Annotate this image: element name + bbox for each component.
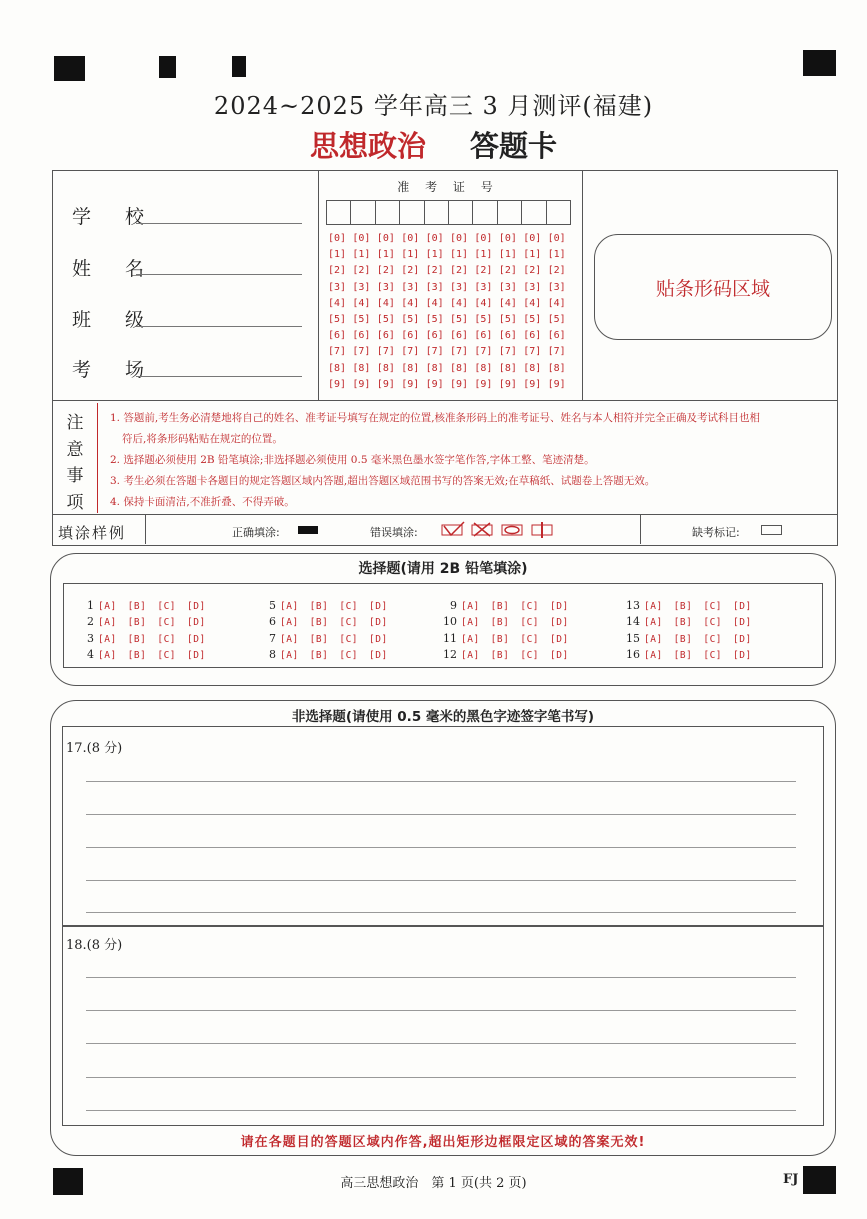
answer-bubble[interactable]: [D] — [733, 617, 752, 629]
correct-fill-label: 正确填涂: — [232, 526, 280, 539]
mc-question-row — [443, 643, 580, 662]
room-label: 考 场 — [72, 359, 159, 381]
exam-id-bubble[interactable]: [4] — [474, 297, 493, 309]
answer-bubble[interactable]: [A] — [461, 633, 480, 645]
exam-id-bubble[interactable]: [2] — [547, 265, 566, 277]
exam-id-bubble[interactable]: [9] — [523, 378, 542, 390]
exam-id-bubble[interactable]: [5] — [498, 314, 517, 326]
answer-bubble[interactable]: [C] — [703, 601, 723, 612]
question-number: 11 — [443, 631, 457, 645]
question-number: 9 — [450, 599, 457, 612]
exam-id-bubble[interactable]: [3] — [401, 281, 420, 293]
notice-item-2: 2. 选择题必须使用 2B 铅笔填涂;非选择题必须使用 0.5 毫米黑色墨水签字笔作答,字体工整、笔迹清楚。 — [110, 454, 595, 466]
question-number: 16 — [626, 647, 640, 661]
school-label: 学 校 — [72, 206, 159, 228]
exam-id-bubble[interactable]: [6] — [425, 330, 444, 342]
name-field[interactable] — [136, 273, 302, 275]
class-label: 班 级 — [72, 309, 159, 331]
exam-id-bubble[interactable]: [8] — [376, 362, 395, 374]
notice-char: 注 — [66, 413, 84, 433]
exam-id-bubble[interactable]: [5] — [328, 314, 347, 326]
exam-id-bubble[interactable]: [4] — [352, 297, 371, 309]
answer-bubble[interactable]: [A] — [644, 601, 663, 612]
answer-line — [86, 1043, 796, 1044]
answer-bubble[interactable]: [D] — [369, 617, 388, 629]
exam-id-digit-column — [474, 231, 492, 393]
question-number: 14 — [626, 615, 640, 629]
answer-bubble[interactable]: [C] — [339, 649, 359, 661]
q17-label: 17.(8 分) — [66, 741, 123, 756]
exam-id-bubble[interactable]: [7] — [328, 346, 347, 358]
card-name: 答题卡 — [470, 129, 558, 163]
answer-bubble[interactable]: [A] — [98, 617, 117, 629]
exam-id-bubble[interactable]: [9] — [498, 378, 517, 390]
mc-question-row — [262, 643, 399, 662]
exam-id-bubble[interactable]: [1] — [498, 249, 517, 261]
exam-id-bubble[interactable]: [7] — [450, 346, 469, 358]
answer-bubble[interactable]: [D] — [187, 649, 206, 661]
alignment-mark — [803, 50, 836, 76]
exam-id-bubble[interactable]: [3] — [474, 281, 493, 293]
notice-heading — [60, 410, 90, 516]
answer-bubble[interactable]: [C] — [339, 633, 359, 645]
exam-id-bubble[interactable]: [9] — [328, 378, 347, 390]
notice-char: 意 — [66, 439, 84, 460]
answer-bubble[interactable]: [C] — [157, 601, 177, 612]
wrong-fill-label: 错误填涂: — [370, 526, 418, 539]
answer-bubble[interactable]: [B] — [127, 601, 147, 612]
exam-id-bubble[interactable]: [9] — [474, 378, 493, 390]
exam-id-bubble[interactable]: [3] — [547, 281, 566, 293]
exam-id-bubble[interactable]: [0] — [523, 233, 542, 244]
exam-id-bubble[interactable]: [6] — [547, 330, 566, 342]
answer-box-18[interactable] — [62, 925, 824, 1126]
fill-sample-label: 填涂样例 — [58, 524, 127, 542]
answer-bubble[interactable]: [B] — [127, 633, 147, 645]
answer-bubble[interactable]: [B] — [490, 633, 510, 645]
question-number: 12 — [443, 647, 457, 661]
question-number: 2 — [87, 615, 94, 629]
answer-bubble[interactable]: [D] — [733, 633, 752, 645]
mc-question-row — [80, 643, 217, 662]
exam-id-bubble[interactable]: [2] — [328, 265, 347, 277]
exam-id-bubble[interactable]: [8] — [401, 362, 420, 374]
exam-id-digit-box[interactable] — [448, 200, 473, 225]
exam-id-bubble[interactable]: [8] — [474, 362, 493, 374]
exam-id-digit-box[interactable] — [424, 200, 449, 225]
exam-id-bubble[interactable]: [3] — [425, 281, 444, 293]
answer-bubble[interactable]: [B] — [673, 649, 693, 661]
exam-id-bubble[interactable]: [3] — [376, 281, 395, 293]
exam-id-bubble[interactable]: [6] — [328, 330, 347, 342]
exam-id-bubble[interactable]: [7] — [376, 346, 395, 358]
exam-id-bubble[interactable]: [3] — [450, 281, 469, 293]
question-number: 4 — [87, 647, 94, 661]
notice-item-3: 3. 考生必须在答题卡各题目的规定答题区域内答题,超出答题区域范围书写的答案无效;在草稿纸、试题卷上答题无效。 — [110, 475, 656, 487]
exam-id-bubble[interactable]: [1] — [474, 249, 493, 261]
absent-mark-box[interactable] — [761, 525, 782, 535]
exam-id-bubble[interactable]: [8] — [523, 362, 542, 374]
question-number: 15 — [626, 631, 640, 645]
answer-bubble[interactable]: [C] — [339, 617, 359, 629]
exam-id-bubble[interactable]: [0] — [352, 233, 371, 244]
answer-line — [86, 912, 796, 913]
question-number: 7 — [269, 631, 276, 645]
notice-char: 事 — [66, 466, 84, 486]
exam-id-digit-column — [401, 231, 419, 393]
notice-item-1-cont: 符后,将条形码粘贴在规定的位置。 — [122, 433, 283, 445]
mc-title: 选择题(请用 2B 铅笔填涂) — [358, 561, 528, 577]
exam-id-bubble[interactable]: [0] — [401, 233, 420, 244]
exam-id-bubble[interactable]: [0] — [498, 233, 517, 244]
answer-bubble[interactable]: [C] — [520, 617, 540, 629]
exam-id-digit-box[interactable] — [546, 200, 571, 225]
answer-bubble[interactable]: [B] — [309, 649, 329, 661]
exam-id-bubble[interactable]: [6] — [523, 330, 542, 342]
answer-area-warning: 请在各题目的答题区域内作答,超出矩形边框限定区域的答案无效! — [240, 1135, 646, 1150]
exam-id-bubble[interactable]: [9] — [547, 378, 566, 390]
exam-id-bubble[interactable]: [5] — [523, 314, 542, 326]
barcode-label: 贴条形码区域 — [655, 277, 770, 300]
exam-id-bubble[interactable]: [7] — [523, 346, 542, 358]
room-field[interactable] — [136, 375, 302, 377]
exam-id-bubble[interactable]: [9] — [376, 378, 395, 390]
exam-id-bubble[interactable]: [1] — [547, 249, 566, 261]
answer-line — [86, 1010, 796, 1011]
alignment-mark — [54, 56, 85, 81]
exam-id-bubble[interactable]: [4] — [401, 297, 420, 309]
answer-bubble[interactable]: [D] — [369, 649, 388, 661]
exam-id-bubble[interactable]: [7] — [425, 346, 444, 358]
page-footer: 高三思想政治 第 1 页(共 2 页) — [340, 1176, 527, 1191]
info-panel — [52, 170, 838, 546]
exam-id-bubble[interactable]: [1] — [450, 249, 469, 261]
exam-id-bubble[interactable]: [7] — [474, 346, 493, 358]
answer-bubble[interactable]: [B] — [490, 617, 510, 629]
school-field[interactable] — [136, 222, 302, 224]
exam-id-digit-column — [548, 231, 566, 393]
answer-bubble[interactable]: [A] — [98, 633, 117, 645]
answer-bubble[interactable]: [D] — [187, 601, 206, 612]
wrong-fill-examples — [440, 520, 560, 540]
exam-id-bubble[interactable]: [9] — [425, 378, 444, 390]
answer-line — [86, 814, 796, 815]
exam-id-bubble[interactable]: [5] — [425, 314, 444, 326]
mc-question-row — [626, 643, 763, 662]
answer-line — [86, 781, 796, 782]
question-number: 5 — [269, 599, 276, 612]
exam-id-bubble[interactable]: [4] — [425, 297, 444, 309]
exam-id-bubble[interactable]: [7] — [401, 346, 420, 358]
answer-bubble[interactable]: [D] — [733, 601, 752, 612]
exam-id-bubble[interactable]: [2] — [450, 265, 469, 277]
card-title — [0, 124, 867, 165]
exam-id-bubble[interactable]: [6] — [498, 330, 517, 342]
exam-id-bubble[interactable]: [8] — [498, 362, 517, 374]
exam-id-bubble[interactable]: [8] — [547, 362, 566, 374]
answer-line — [86, 847, 796, 848]
exam-id-bubble[interactable]: [1] — [401, 249, 420, 261]
barcode-area — [594, 234, 832, 340]
exam-id-bubble[interactable]: [3] — [498, 281, 517, 293]
answer-bubble[interactable]: [D] — [550, 649, 569, 661]
exam-id-bubble[interactable]: [2] — [401, 265, 420, 277]
exam-id-bubble[interactable]: [6] — [401, 330, 420, 342]
exam-id-bubble[interactable]: [8] — [352, 362, 371, 374]
answer-bubble[interactable]: [C] — [703, 633, 723, 645]
answer-line — [86, 1110, 796, 1111]
exam-id-bubble[interactable]: [8] — [450, 362, 469, 374]
answer-bubble[interactable]: [C] — [520, 633, 540, 645]
exam-id-bubble[interactable]: [9] — [352, 378, 371, 390]
answer-bubble[interactable]: [B] — [673, 617, 693, 629]
exam-id-bubble[interactable]: [0] — [474, 233, 493, 244]
exam-id-bubble[interactable]: [0] — [328, 233, 347, 244]
answer-bubble[interactable]: [C] — [157, 633, 177, 645]
exam-id-bubble[interactable]: [5] — [474, 314, 493, 326]
answer-bubble[interactable]: [C] — [520, 601, 540, 612]
answer-bubble[interactable]: [A] — [280, 601, 299, 612]
question-number: 10 — [443, 615, 457, 629]
notice-item-1: 1. 答题前,考生务必清楚地将自己的姓名、准考证号填写在规定的位置,核准条形码上的准考证号、姓名与本人相符并完全正确及考试科目也相 — [110, 412, 761, 424]
exam-id-digit-box[interactable] — [472, 200, 497, 225]
region-code: FJ — [783, 1172, 799, 1187]
q18-label: 18.(8 分) — [66, 938, 123, 953]
answer-bubble[interactable]: [D] — [550, 633, 569, 645]
exam-id-bubble[interactable]: [7] — [547, 346, 566, 358]
alignment-mark — [159, 56, 176, 78]
exam-id-bubble[interactable]: [1] — [352, 249, 371, 261]
answer-bubble[interactable]: [B] — [490, 601, 510, 612]
exam-id-bubble[interactable]: [1] — [376, 249, 395, 261]
exam-id-bubble[interactable]: [4] — [376, 297, 395, 309]
exam-id-bubble[interactable]: [4] — [328, 297, 347, 309]
answer-bubble[interactable]: [B] — [309, 633, 329, 645]
exam-id-digit-box[interactable] — [497, 200, 522, 225]
answer-line — [86, 1077, 796, 1078]
exam-id-bubble[interactable]: [2] — [425, 265, 444, 277]
exam-id-bubble[interactable]: [2] — [352, 265, 371, 277]
exam-id-bubble[interactable]: [9] — [450, 378, 469, 390]
answer-bubble[interactable]: [B] — [309, 617, 329, 629]
answer-bubble[interactable]: [A] — [280, 617, 299, 629]
exam-id-bubble[interactable]: [8] — [425, 362, 444, 374]
exam-id-bubble[interactable]: [7] — [352, 346, 371, 358]
answer-bubble[interactable]: [A] — [280, 649, 299, 661]
exam-id-bubble[interactable]: [2] — [498, 265, 517, 277]
question-number: 6 — [269, 615, 276, 629]
exam-id-digit-column — [450, 231, 468, 393]
exam-id-bubble[interactable]: [1] — [328, 249, 347, 261]
answer-bubble[interactable]: [D] — [187, 633, 206, 645]
exam-id-bubble[interactable]: [2] — [523, 265, 542, 277]
exam-id-bubble[interactable]: [1] — [523, 249, 542, 261]
exam-id-bubble[interactable]: [2] — [474, 265, 493, 277]
answer-bubble[interactable]: [A] — [461, 601, 480, 612]
exam-id-digit-column — [377, 231, 395, 393]
exam-id-bubble[interactable]: [7] — [498, 346, 517, 358]
answer-line — [86, 977, 796, 978]
exam-id-label: 准 考 证 号 — [397, 180, 499, 194]
exam-id-bubble[interactable]: [2] — [376, 265, 395, 277]
answer-bubble[interactable]: [C] — [339, 601, 359, 612]
answer-bubble[interactable]: [D] — [187, 617, 206, 629]
answer-bubble[interactable]: [B] — [673, 633, 693, 645]
exam-id-bubble[interactable]: [0] — [547, 233, 566, 244]
exam-id-digit-box[interactable] — [350, 200, 375, 225]
answer-bubble[interactable]: [A] — [280, 633, 299, 645]
exam-id-bubble[interactable]: [5] — [352, 314, 371, 326]
exam-id-bubble[interactable]: [6] — [376, 330, 395, 342]
exam-id-bubble[interactable]: [5] — [547, 314, 566, 326]
exam-id-digit-box[interactable] — [521, 200, 546, 225]
correct-fill-example — [298, 526, 318, 534]
exam-id-bubble[interactable]: [3] — [328, 281, 347, 293]
exam-id-bubble[interactable]: [3] — [352, 281, 371, 293]
exam-id-bubble[interactable]: [1] — [425, 249, 444, 261]
answer-bubble[interactable]: [A] — [461, 617, 480, 629]
answer-bubble[interactable]: [A] — [98, 649, 117, 661]
class-field[interactable] — [136, 325, 302, 327]
alignment-mark — [232, 56, 246, 77]
question-number: 13 — [626, 599, 640, 612]
exam-id-bubble[interactable]: [4] — [498, 297, 517, 309]
exam-id-digit-box[interactable] — [399, 200, 424, 225]
answer-bubble[interactable]: [D] — [550, 617, 569, 629]
exam-id-digit-column — [499, 231, 517, 393]
answer-bubble[interactable]: [D] — [369, 601, 388, 612]
exam-id-digit-box[interactable] — [326, 200, 351, 225]
answer-bubble[interactable]: [B] — [673, 601, 693, 612]
answer-bubble[interactable]: [C] — [157, 649, 177, 661]
answer-bubble[interactable]: [A] — [644, 649, 663, 661]
exam-id-bubble[interactable]: [6] — [352, 330, 371, 342]
exam-id-digit-box[interactable] — [375, 200, 400, 225]
free-title: 非选择题(请使用 0.5 毫米的黑色字迹签字笔书写) — [291, 709, 595, 725]
answer-bubble[interactable]: [A] — [644, 633, 663, 645]
exam-id-bubble[interactable]: [0] — [450, 233, 469, 244]
answer-bubble[interactable]: [D] — [550, 601, 569, 612]
answer-line — [86, 880, 796, 881]
absent-mark-label: 缺考标记: — [692, 526, 740, 539]
exam-id-bubble[interactable]: [5] — [401, 314, 420, 326]
exam-id-digit-column — [523, 231, 541, 393]
answer-bubble[interactable]: [B] — [490, 649, 510, 661]
exam-id-bubble[interactable]: [5] — [450, 314, 469, 326]
question-number: 3 — [87, 631, 94, 645]
answer-bubble[interactable]: [C] — [703, 649, 723, 661]
exam-id-bubble[interactable]: [4] — [547, 297, 566, 309]
question-number: 1 — [87, 599, 94, 612]
exam-id-bubble[interactable]: [5] — [376, 314, 395, 326]
answer-bubble[interactable]: [A] — [644, 617, 663, 629]
exam-id-bubble[interactable]: [9] — [401, 378, 420, 390]
answer-bubble[interactable]: [B] — [127, 649, 147, 661]
exam-id-bubble[interactable]: [6] — [450, 330, 469, 342]
exam-id-bubble[interactable]: [6] — [474, 330, 493, 342]
answer-bubble[interactable]: [C] — [157, 617, 177, 629]
exam-id-bubble[interactable]: [0] — [376, 233, 395, 244]
exam-id-digit-column — [426, 231, 444, 393]
answer-box-17[interactable] — [62, 726, 824, 927]
answer-bubble[interactable]: [B] — [309, 601, 329, 612]
name-label: 姓 名 — [72, 258, 159, 280]
answer-bubble[interactable]: [B] — [127, 617, 147, 629]
answer-bubble[interactable]: [A] — [461, 649, 480, 661]
exam-id-bubble[interactable]: [8] — [328, 362, 347, 374]
notice-char: 项 — [66, 492, 84, 513]
question-number: 8 — [269, 647, 276, 661]
exam-id-digit-column — [328, 231, 346, 393]
answer-bubble[interactable]: [D] — [369, 633, 388, 645]
exam-title: 2024~2025 学年高三 3 月测评(福建) — [213, 92, 654, 120]
answer-bubble[interactable]: [C] — [520, 649, 540, 661]
answer-bubble[interactable]: [A] — [98, 601, 117, 612]
exam-id-bubble[interactable]: [4] — [523, 297, 542, 309]
exam-id-bubble[interactable]: [0] — [425, 233, 444, 244]
exam-id-digit-column — [352, 231, 370, 393]
subject-title: 思想政治 — [309, 129, 426, 163]
exam-id-bubble[interactable]: [4] — [450, 297, 469, 309]
answer-bubble[interactable]: [C] — [703, 617, 723, 629]
answer-bubble[interactable]: [D] — [733, 649, 752, 661]
exam-id-bubble[interactable]: [3] — [523, 281, 542, 293]
notice-item-4: 4. 保持卡面清洁,不准折叠、不得弄破。 — [110, 496, 295, 508]
